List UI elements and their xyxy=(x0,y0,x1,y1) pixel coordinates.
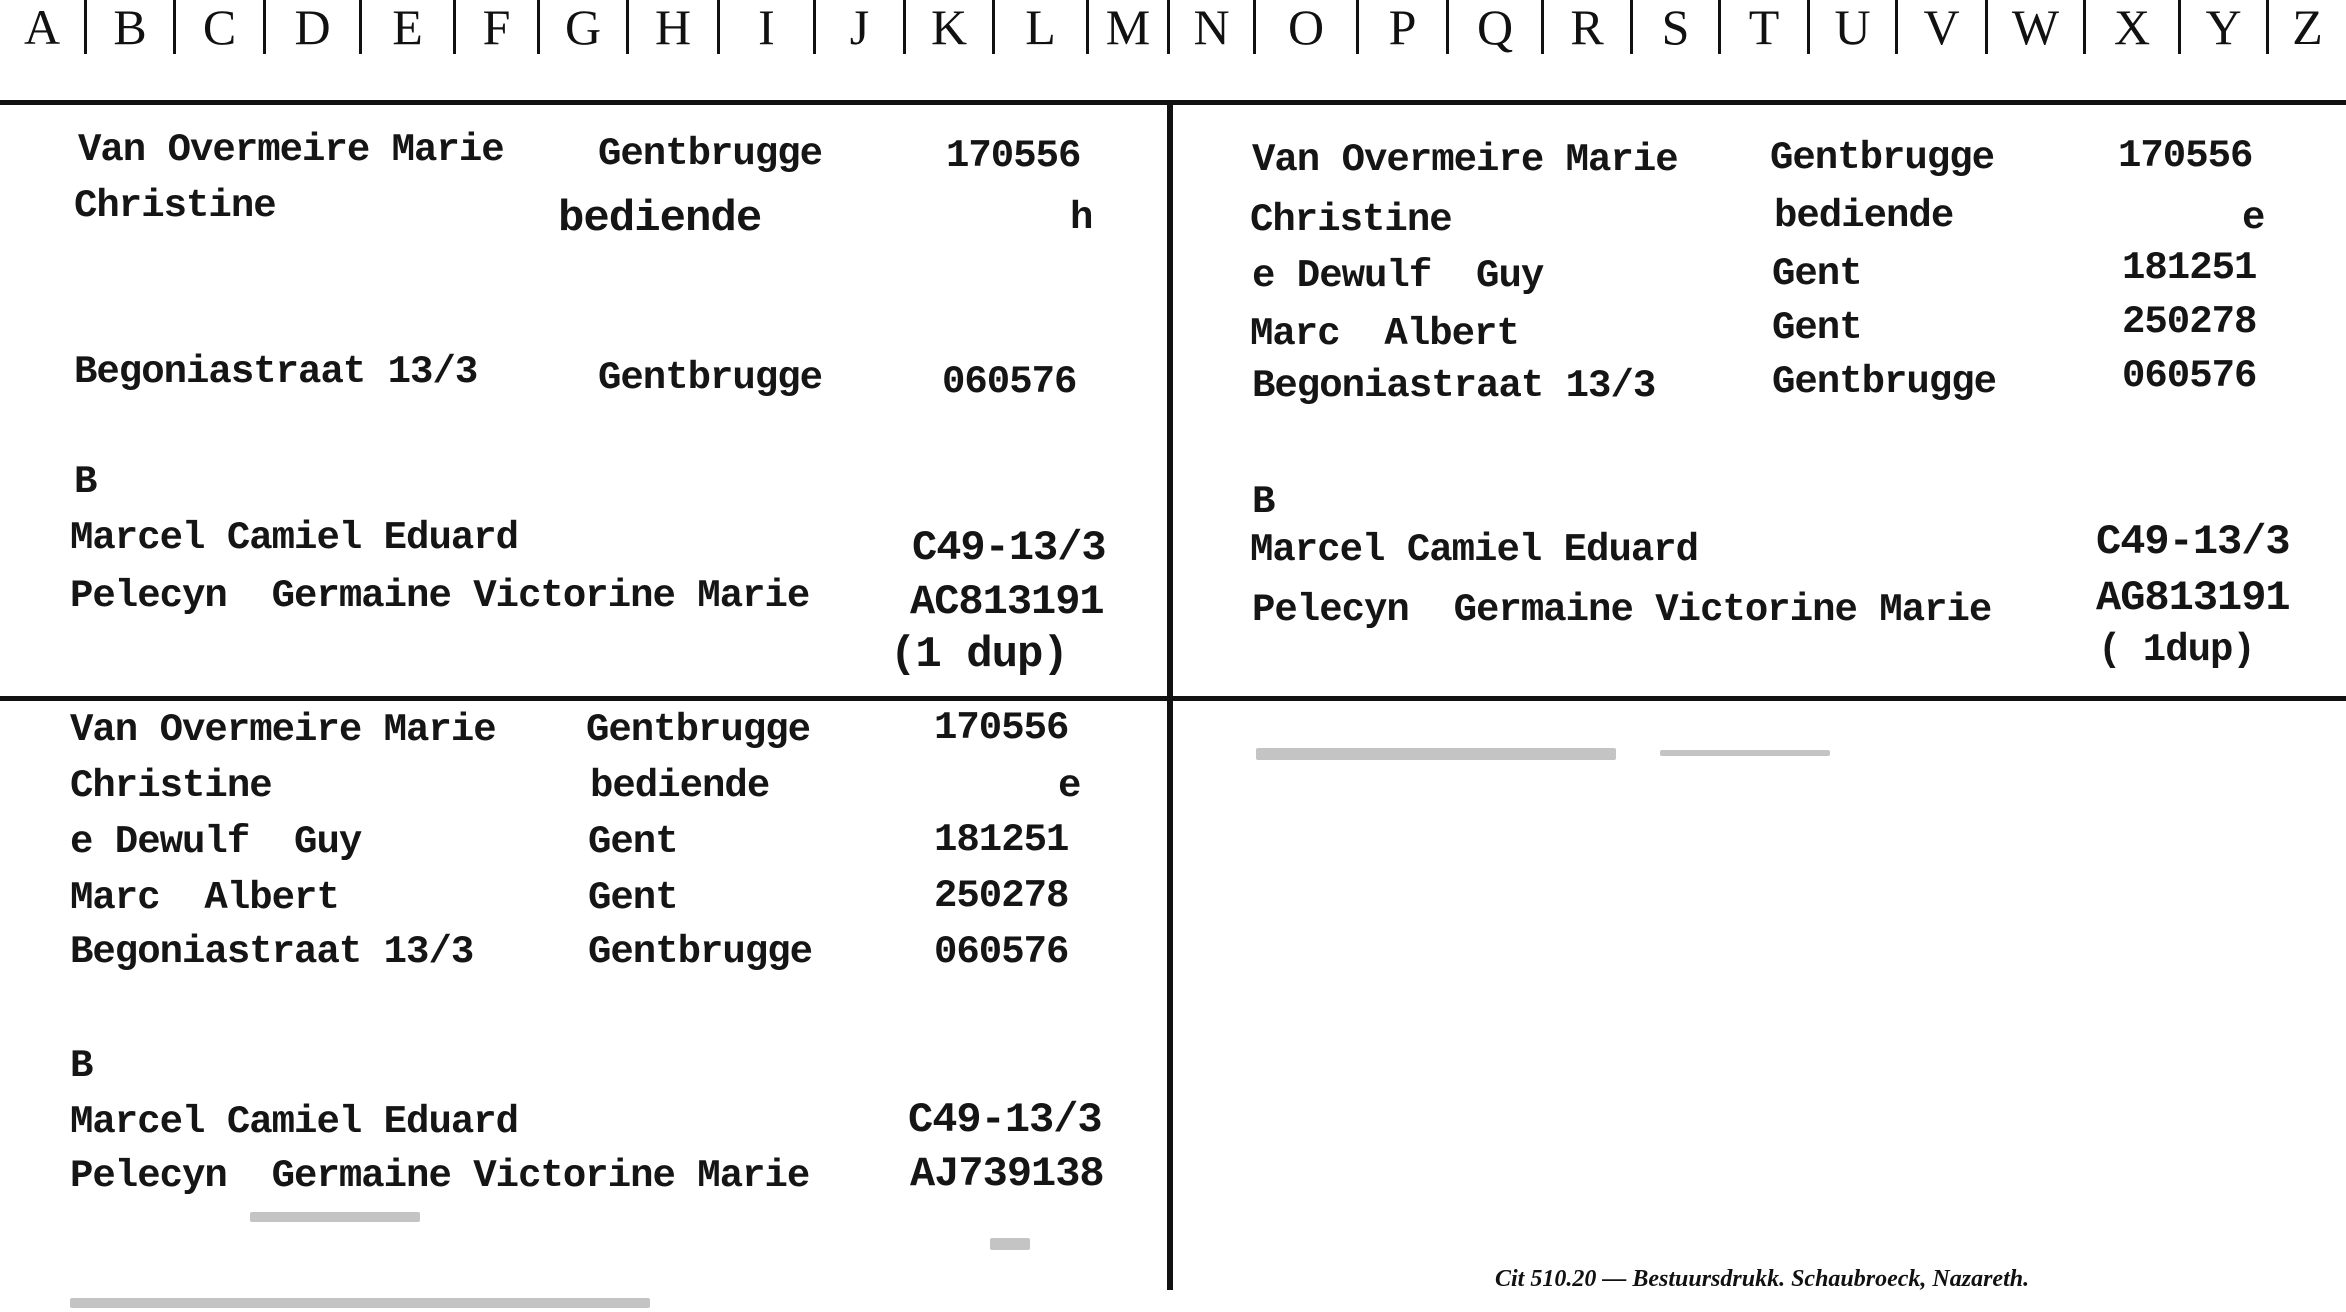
index-letter: C xyxy=(202,0,237,55)
birthplace: Gentbrugge xyxy=(598,132,823,176)
header-rule xyxy=(0,100,2346,105)
spouse-2-date: 250278 xyxy=(2122,300,2257,344)
first-name-2: Christine xyxy=(1250,198,1452,242)
index-letter: K xyxy=(930,0,968,55)
document-number: AJ739138 xyxy=(910,1150,1104,1198)
mother-name: Pelecyn Germaine Victorine Marie xyxy=(70,1154,810,1198)
father-name: Marcel Camiel Eduard xyxy=(70,516,519,560)
spouse-2-place: Gent xyxy=(588,876,678,920)
residence: Gentbrugge xyxy=(1772,360,1997,404)
index-letter: J xyxy=(849,0,870,55)
first-name-2: Christine xyxy=(70,764,272,808)
person-name: Van Overmeire Marie xyxy=(70,708,496,752)
index-letter: R xyxy=(1570,0,1604,55)
index-letter: L xyxy=(1025,0,1056,55)
index-letter: O xyxy=(1287,0,1325,55)
spouse-2: Marc Albert xyxy=(70,876,339,920)
person-name: Van Overmeire Marie xyxy=(78,128,504,172)
spouse-2: Marc Albert xyxy=(1250,312,1519,356)
index-letter: D xyxy=(294,0,331,55)
index-letter: Y xyxy=(2205,0,2242,55)
duplicate-note: ( 1dup) xyxy=(2098,628,2255,672)
residence-date: 060576 xyxy=(934,930,1069,974)
reference: C49-13/3 xyxy=(912,524,1106,572)
mother-name: Pelecyn Germaine Victorine Marie xyxy=(1252,588,1992,632)
spouse-date: 181251 xyxy=(934,818,1069,862)
vertical-divider xyxy=(1167,100,1173,1290)
birthplace: Gentbrugge xyxy=(1770,136,1995,180)
index-letter: M xyxy=(1105,0,1151,55)
birthdate: 170556 xyxy=(2118,134,2253,178)
marker: h xyxy=(1070,196,1093,240)
index-letter: I xyxy=(758,0,775,55)
index-letter: G xyxy=(564,0,602,55)
index-letter: B xyxy=(113,0,147,55)
spouse-date: 181251 xyxy=(2122,246,2257,290)
birthplace: Gentbrugge xyxy=(586,708,811,752)
index-letter: Q xyxy=(1476,0,1514,55)
spouse: e Dewulf Guy xyxy=(1252,254,1544,298)
duplicate-note: (1 dup) xyxy=(890,630,1068,680)
index-letter: F xyxy=(482,0,511,55)
spouse-place: Gent xyxy=(588,820,678,864)
spouse: e Dewulf Guy xyxy=(70,820,362,864)
index-letter: S xyxy=(1661,0,1690,55)
marker: e xyxy=(2242,196,2265,240)
residence: Gentbrugge xyxy=(588,930,813,974)
address: Begoniastraat 13/3 xyxy=(74,350,478,394)
address: Begoniastraat 13/3 xyxy=(1252,364,1656,408)
reference: C49-13/3 xyxy=(2096,518,2290,566)
index-letter: P xyxy=(1388,0,1417,55)
birthdate: 170556 xyxy=(934,706,1069,750)
father-name: Marcel Camiel Eduard xyxy=(1250,528,1699,572)
scan-smudge xyxy=(990,1238,1030,1250)
horizontal-divider xyxy=(0,696,2346,701)
occupation: bediende xyxy=(1774,194,1954,238)
occupation: bediende xyxy=(590,764,770,808)
address: Begoniastraat 13/3 xyxy=(70,930,474,974)
index-letter: Z xyxy=(2292,0,2323,55)
scan-smudge xyxy=(250,1212,420,1222)
document-number: AG813191 xyxy=(2096,574,2290,622)
alphabet-index xyxy=(0,0,2346,54)
index-letter: V xyxy=(1923,0,1960,55)
person-name: Van Overmeire Marie xyxy=(1252,138,1678,182)
scan-smudge xyxy=(1256,748,1616,760)
residence: Gentbrugge xyxy=(598,356,823,400)
index-letter: T xyxy=(1748,0,1780,55)
residence-date: 060576 xyxy=(942,360,1077,404)
index-letter: X xyxy=(2113,0,2151,55)
index-letter: E xyxy=(392,0,423,55)
document-number: AC813191 xyxy=(910,578,1104,626)
occupation: bediende xyxy=(558,194,762,244)
spouse-2-date: 250278 xyxy=(934,874,1069,918)
scan-smudge xyxy=(1660,750,1830,756)
first-name-2: Christine xyxy=(74,184,276,228)
scan-smudge xyxy=(70,1298,650,1308)
printer-footer: Cit 510.20 — Bestuursdrukk. Schaubroeck, Nazareth. xyxy=(1495,1266,2030,1292)
code: B xyxy=(74,460,97,504)
reference: C49-13/3 xyxy=(908,1096,1102,1144)
father-name: Marcel Camiel Eduard xyxy=(70,1100,519,1144)
index-letter: U xyxy=(1834,0,1871,55)
mother-name: Pelecyn Germaine Victorine Marie xyxy=(70,574,810,618)
index-letter: W xyxy=(2011,0,2060,55)
marker: e xyxy=(1058,764,1081,808)
index-letter: A xyxy=(23,0,61,55)
birthdate: 170556 xyxy=(946,134,1081,178)
index-letter: H xyxy=(654,0,692,55)
residence-date: 060576 xyxy=(2122,354,2257,398)
code: B xyxy=(70,1044,93,1088)
spouse-2-place: Gent xyxy=(1772,306,1862,350)
spouse-place: Gent xyxy=(1772,252,1862,296)
index-letter: N xyxy=(1193,0,1230,55)
code: B xyxy=(1252,480,1275,524)
